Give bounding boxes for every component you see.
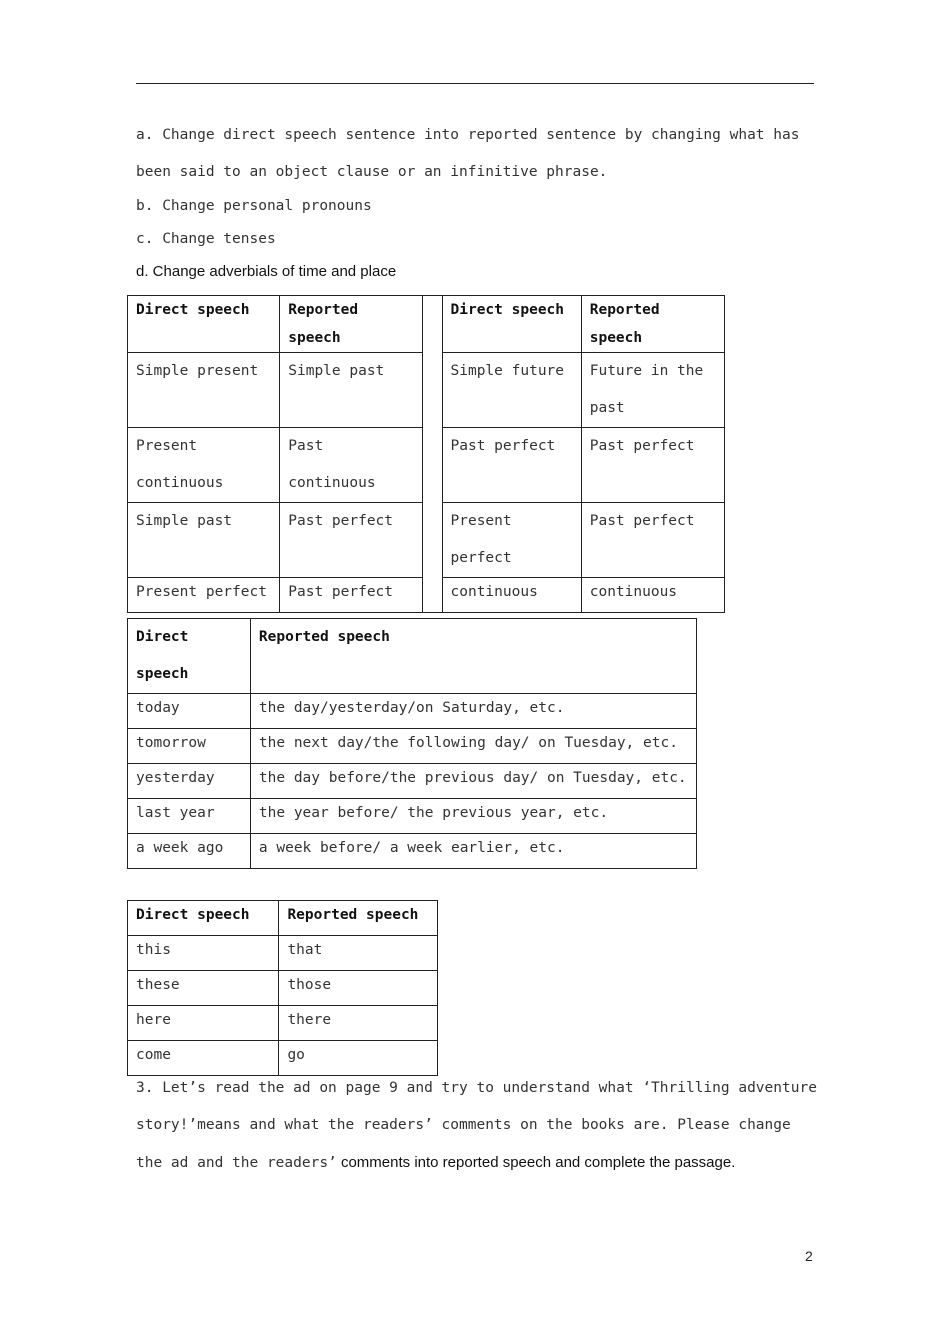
step-d: d. Change adverbials of time and place (136, 263, 397, 280)
cell: come (128, 1041, 279, 1076)
header-reported: Reported speech (279, 901, 438, 936)
table-row (128, 834, 697, 869)
place-table (127, 900, 438, 1076)
table-row (128, 694, 697, 729)
tense-table (127, 295, 725, 613)
cell: Simple past (280, 353, 423, 428)
cell: Simple future (442, 353, 581, 428)
cell: a week ago (128, 834, 251, 869)
cell: Present perfect (128, 578, 280, 613)
table-row (128, 296, 725, 353)
time-table (127, 618, 697, 869)
cell: Present continuous (128, 428, 280, 503)
table-row (128, 619, 697, 694)
column-gap (423, 296, 442, 613)
cell: Past perfect (280, 503, 423, 578)
table-row (128, 729, 697, 764)
cell: those (279, 971, 438, 1006)
cell: Past continuous (280, 428, 423, 503)
cell: this (128, 936, 279, 971)
header-reported-2: Reported speech (581, 296, 724, 353)
cell: Past perfect (280, 578, 423, 613)
cell: a week before/ a week earlier, etc. (250, 834, 696, 869)
cell: yesterday (128, 764, 251, 799)
header-rule (136, 83, 814, 84)
cell: Simple present (128, 353, 280, 428)
page-number: 2 (805, 1248, 813, 1264)
task3-line2: story!’means and what the readers’ comments on the books are. Please change (136, 1117, 791, 1133)
cell: the day/yesterday/on Saturday, etc. (250, 694, 696, 729)
table-row (128, 764, 697, 799)
cell: the next day/the following day/ on Tuesday, etc. (250, 729, 696, 764)
table-row (128, 1006, 438, 1041)
cell: the year before/ the previous year, etc. (250, 799, 696, 834)
header-direct: Direct speech (128, 296, 280, 353)
table-row (128, 1041, 438, 1076)
table-row (128, 936, 438, 971)
cell: last year (128, 799, 251, 834)
task3-line3-sans: comments into reported speech and complete the passage. (336, 1154, 736, 1171)
cell: today (128, 694, 251, 729)
header-reported: Reported speech (250, 619, 696, 694)
step-c: c. Change tenses (136, 231, 276, 247)
cell: Past perfect (442, 428, 581, 503)
cell: continuous (442, 578, 581, 613)
table-row (128, 901, 438, 936)
step-b: b. Change personal pronouns (136, 198, 372, 214)
task3-line3-mono: the ad and the readers’ (136, 1155, 337, 1171)
cell: Simple past (128, 503, 280, 578)
cell: the day before/the previous day/ on Tuesday, etc. (250, 764, 696, 799)
cell: here (128, 1006, 279, 1041)
cell: Past perfect (581, 428, 724, 503)
step-a-line2: been said to an object clause or an infinitive phrase. (136, 164, 608, 180)
cell: there (279, 1006, 438, 1041)
cell: Present perfect (442, 503, 581, 578)
cell: go (279, 1041, 438, 1076)
header-direct: Direct speech (128, 619, 251, 694)
cell: that (279, 936, 438, 971)
header-reported: Reported speech (280, 296, 423, 353)
cell: these (128, 971, 279, 1006)
cell: tomorrow (128, 729, 251, 764)
header-direct-2: Direct speech (442, 296, 581, 353)
step-a-line1: a. Change direct speech sentence into reported sentence by changing what has (136, 127, 800, 143)
table-row (128, 971, 438, 1006)
cell: Past perfect (581, 503, 724, 578)
task3-line1: 3. Let’s read the ad on page 9 and try to understand what ‘Thrilling adventure (136, 1080, 817, 1096)
cell: continuous (581, 578, 724, 613)
cell: Future in the past (581, 353, 724, 428)
task3-line3 (136, 1154, 735, 1171)
table-row (128, 799, 697, 834)
header-direct: Direct speech (128, 901, 279, 936)
